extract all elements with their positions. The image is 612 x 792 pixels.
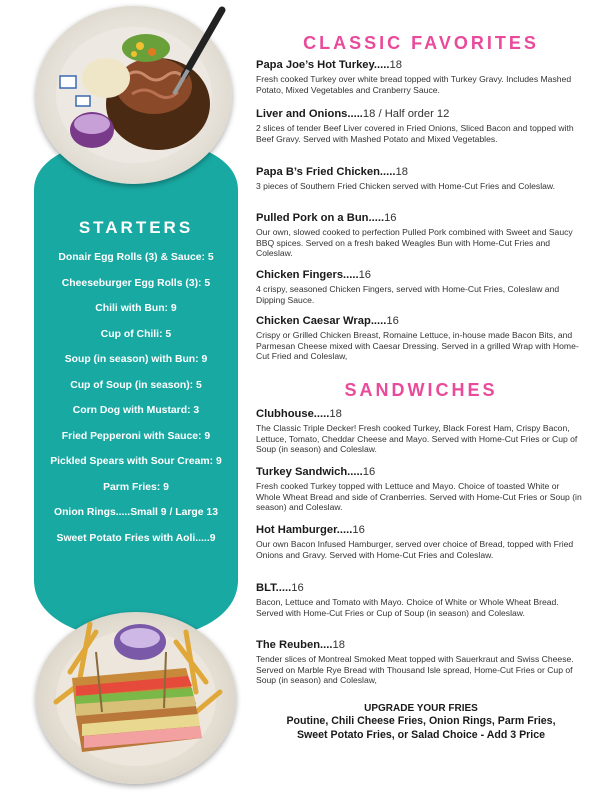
menu-item — [256, 104, 586, 144]
menu-item-name: Pulled Pork on a Bun..... — [256, 212, 385, 224]
starter-item: Cup of Soup (in season): 5 — [70, 379, 202, 391]
menu-item — [256, 635, 586, 686]
menu-item-description: 2 slices of tender Beef Liver covered in Fried Onions, Sliced Bacon and topped with Beef Gravy. Served with Mashed Potato and Mixed Vegetables. — [256, 123, 574, 144]
menu-item — [256, 162, 586, 192]
menu-item — [256, 404, 586, 455]
menu-item-name: Hot Hamburger..... — [256, 524, 353, 536]
menu-item-name: Papa B’s Fried Chicken..... — [256, 166, 396, 178]
starter-item: Parm Fries: 9 — [103, 481, 169, 493]
starter-item: Donair Egg Rolls (3) & Sauce: 5 — [58, 252, 214, 263]
menu-item-description: Our own Bacon Infused Hamburger, served over choice of Bread, topped with Fried Onions and Gravy. Served with Home-Cut Fries and Coleslaw. — [256, 539, 574, 560]
menu-item-name: Papa Joe’s Hot Turkey..... — [256, 59, 390, 71]
sandwiches-heading: SANDWICHES — [344, 380, 498, 400]
menu-item-price: 18 — [332, 639, 345, 651]
upgrade-line-1: Poutine, Chili Cheese Fries, Onion Rings, Parm Fries, — [286, 715, 556, 727]
starter-item: Chili with Bun: 9 — [95, 303, 177, 314]
menu-item-price: 18 / Half order 12 — [362, 108, 450, 120]
clubhouse-sandwich-image — [36, 612, 236, 784]
starter-item: Fried Pepperoni with Sauce: 9 — [61, 430, 211, 442]
menu-item-name: The Reuben.... — [256, 639, 333, 651]
menu-item-price: 16 — [362, 466, 376, 478]
menu-item-description: Our own, slowed cooked to perfection Pulled Pork combined with Sweet and Saucy BBQ spices. Served on a fresh baked Weagles Bun with Home-Cut Fries and Coleslaw. — [256, 227, 573, 259]
menu-item-price: 16 — [384, 212, 397, 224]
starter-item: Cheeseburger Egg Rolls (3): 5 — [61, 277, 211, 289]
classic-favorites-heading: CLASSIC FAVORITES — [303, 33, 539, 53]
starter-item: Cup of Chili: 5 — [100, 328, 172, 340]
menu-item-price: 18 — [329, 408, 342, 420]
starters-heading: STARTERS — [78, 218, 194, 237]
starter-item: Sweet Potato Fries with Aoli.....9 — [56, 532, 216, 544]
menu-item-description: Tender slices of Montreal Smoked Meat topped with Sauerkraut and Swiss Cheese. Served on Marble Rye Bread with Thousand Isle spread, Home-Cut Fries or Cup of Soup (in season) and Coleslaw, — [256, 654, 574, 686]
menu-item-name: Clubhouse..... — [256, 408, 330, 420]
starter-item: Corn Dog with Mustard: 3 — [72, 405, 200, 416]
menu-item-description: Fresh cooked Turkey topped with Lettuce and Mayo. Choice of toasted White or Whole Wheat Bread and side of Cranberries. Served with Home-Cut Fries or Soup (in season) and Coleslaw. — [256, 481, 582, 513]
menu-item-price: 18 — [395, 166, 408, 178]
menu-item — [256, 462, 586, 513]
menu-item-description: 4 crispy, seasoned Chicken Fingers, served with Home-Cut Fries, Coleslaw and Dipping Sauce. — [256, 284, 560, 305]
menu-item-name: BLT..... — [256, 582, 292, 594]
menu-item-price: 16 — [291, 582, 304, 594]
menu-item-description: 3 pieces of Southern Fried Chicken served with Home-Cut Fries and Coleslaw. — [256, 181, 556, 191]
menu-item — [256, 55, 586, 95]
starter-item: Onion Rings.....Small 9 / Large 13 — [54, 507, 218, 518]
starters-list — [34, 250, 238, 556]
menu-item-price: 18 — [389, 59, 402, 71]
hot-turkey-dinner-image — [36, 6, 232, 184]
starter-item: Pickled Spears with Sour Cream: 9 — [50, 456, 222, 467]
upgrade-title: UPGRADE YOUR FRIES — [364, 703, 478, 714]
menu-item — [256, 520, 586, 560]
menu-item-price: 16 — [352, 524, 365, 536]
menu-item — [256, 208, 586, 259]
menu-item-description: Bacon, Lettuce and Tomato with Mayo. Choice of White or Whole Wheat Bread. Served with Home-Cut Fries or Cup of Soup (in season) and Coleslaw. — [256, 597, 559, 618]
menu-item — [256, 265, 586, 305]
menu-item-name: Chicken Fingers..... — [256, 269, 359, 281]
menu-item — [256, 311, 586, 362]
upgrade-fries-block — [256, 703, 586, 742]
menu-item-name: Chicken Caesar Wrap..... — [256, 315, 387, 327]
menu-item — [256, 578, 586, 618]
menu-item-description: Crispy or Grilled Chicken Breast, Romaine Lettuce, in-house made Bacon Bits, and Parmesan Cheese mixed with Caesar Dressing. Served in a grilled Wrap with Home-Cut Fried and Coleslaw, — [256, 330, 579, 362]
menu-item-description: The Classic Triple Decker! Fresh cooked Turkey, Black Forest Ham, Crispy Bacon, Lettuce, Tomato, Cheddar Cheese and Mayo. Served with Home-Cut Fries or Cup of Soup (in season) and Coleslaw. — [256, 423, 578, 455]
menu-item-name: Turkey Sandwich..... — [256, 466, 363, 478]
menu-item-price: 16 — [386, 315, 399, 327]
menu-item-price: 16 — [358, 269, 372, 281]
upgrade-line-2: Sweet Potato Fries, or Salad Choice - Add 3 Price — [296, 729, 546, 741]
menu-item-description: Fresh cooked Turkey over white bread topped with Turkey Gravy. Includes Mashed Potato, Mixed Vegetables and Cranberry Sauce. — [256, 74, 572, 95]
starter-item: Soup (in season) with Bun: 9 — [64, 354, 208, 365]
menu-item-name: Liver and Onions..... — [256, 108, 363, 120]
